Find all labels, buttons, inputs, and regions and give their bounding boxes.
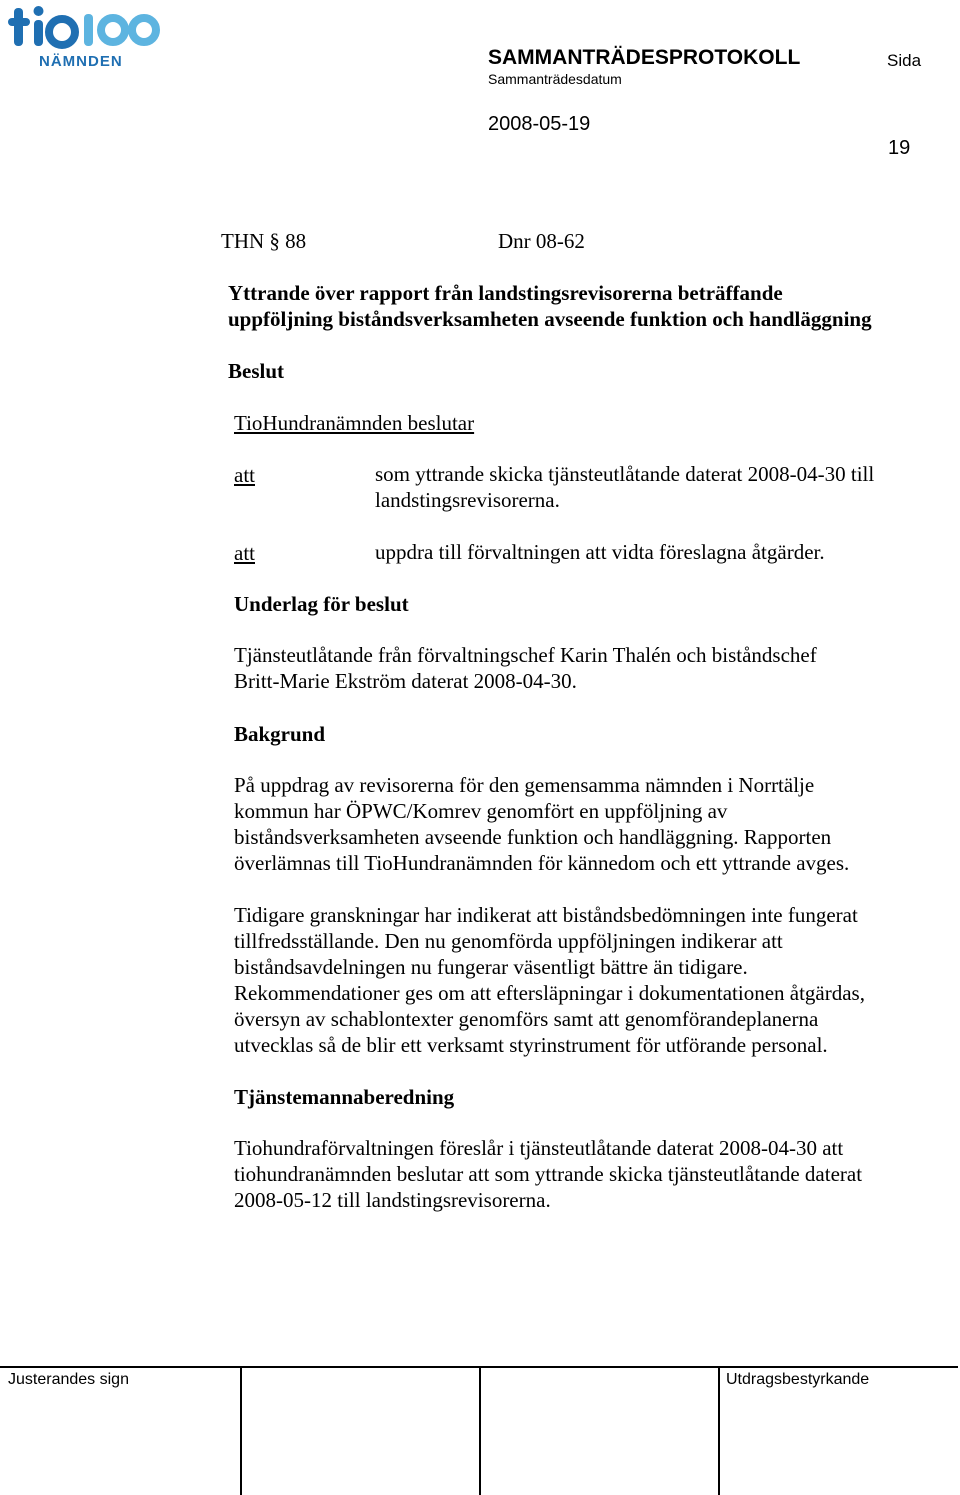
background-paragraph-1: På uppdrag av revisorerna för den gemensamma nämnden i Norrtälje kommun har ÖPWC/Komrev genomfört en uppföljning av biståndsverksamheten avseende funktion och handläggning. Rapporten överlämnas till TioHundranämnden för kännedom och ett yttrande avges. — [234, 773, 850, 875]
item-title-line-2: uppföljning biståndsverksamheten avseende funktion och handläggning — [228, 307, 872, 331]
logo-subtitle: NÄMNDEN — [39, 53, 123, 70]
decision-text — [375, 539, 825, 565]
meeting-date-label: Sammanträdesdatum — [488, 71, 622, 87]
page-number: 19 — [888, 137, 911, 159]
decision-prefix: att — [234, 541, 255, 565]
footer-divider — [240, 1366, 242, 1495]
basis-text: Tjänsteutlåtande från förvaltningschef Karin Thalén och biståndschef Britt-Marie Ekström daterat 2008-04-30. — [234, 643, 817, 693]
officials-preparation-heading: Tjänstemannaberedning — [234, 1085, 455, 1109]
meeting-date: 2008-05-19 — [488, 113, 591, 135]
item-title-line-1: Yttrande över rapport från landstingsrevisorerna beträffande — [228, 281, 783, 305]
footer-divider — [479, 1366, 481, 1495]
section-number: THN § 88 — [221, 229, 307, 253]
decision-heading: Beslut — [228, 359, 285, 383]
page-label: Sida — [887, 51, 922, 70]
basis-heading: Underlag för beslut — [234, 592, 409, 616]
decision-prefix: att — [234, 463, 255, 487]
decision-line: landstingsrevisorerna. — [375, 488, 560, 512]
protocol-title: SAMMANTRÄDESPROTOKOLL — [488, 46, 801, 69]
extract-certification-label: Utdragsbestyrkande — [726, 1371, 870, 1388]
background-heading: Bakgrund — [234, 722, 326, 746]
decision-intro: TioHundranämnden beslutar — [234, 411, 475, 435]
tio100-namnden-logo — [6, 2, 166, 70]
decision-line: uppdra till förvaltningen att vidta föreslagna åtgärder. — [375, 540, 825, 564]
background-paragraph-2: Tidigare granskningar har indikerat att biståndsbedömningen inte fungerat tillfredsställande. Den nu genomförda uppföljningen indikerar att biståndsavdelningen nu fungerar väsentligt bättre än tidigare. Rekommendationer ges om att eftersläpningar i dokumentationen åtgärdas, översyn av schablontexter genomförs samt att genomförandeplanerna utvecklas så de blir ett verksamt styrinstrument för utförande personal. — [234, 903, 865, 1057]
diary-number: Dnr 08-62 — [498, 229, 585, 253]
decision-line: som yttrande skicka tjänsteutlåtande daterat 2008-04-30 till — [375, 462, 875, 486]
decision-text — [375, 461, 874, 513]
signature-label: Justerandes sign — [8, 1371, 129, 1388]
footer-divider — [718, 1366, 720, 1495]
officials-preparation-text: Tiohundraförvaltningen föreslår i tjänsteutlåtande daterat 2008-04-30 att tiohundranämnden beslutar att som yttrande skicka tjänsteutlåtande daterat 2008-05-12 till landstingsrevisorerna. — [234, 1136, 863, 1212]
